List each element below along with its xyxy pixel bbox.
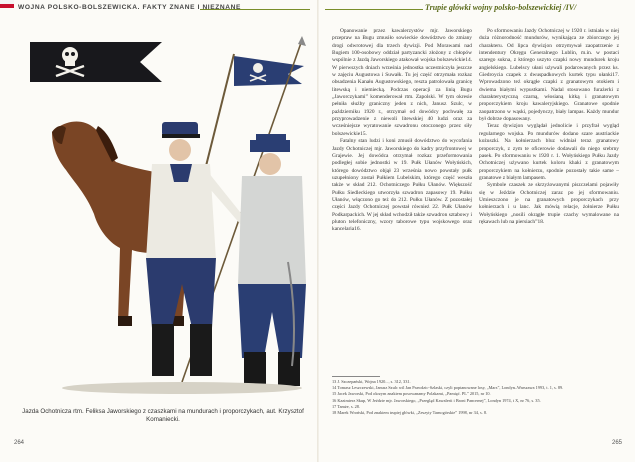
footnote: 15 Jacek Jaworski, Pod okrzym znakiem posowanamy Polakami, „Pamięć. PL” 2015, nr 10. [332,391,491,397]
running-head-left: WOJNA POLSKO-BOLSZEWICKA. FAKTY ZNANE I NIEZNANE [18,4,241,11]
illustration-caption: Jazda Ochotnicza rtm. Feliksa Jaworskiego z czaszkami na mundurach i proporczykach, aut. Krzysztof Komaniecki. [22,408,304,424]
polish-flag-icon [0,0,14,8]
header-rule [325,9,423,10]
page-number-left: 264 [14,440,25,446]
paragraph: Teraz dywizjon wyglądał jednolicie i przyfrał wygląd regularnego wojska. Po mundurów dodano szare austriackie kożuszki. Na kołnierzach bluz widniał teraz granatowy proporczyk, z zym te oficerowie dodawali do niego srebrny pasek. Po sformowaniu w 1920 r. 1. Wołyńskiego Pułku Jazdy Ochotniczej używano kurtek koloru khaki z granatowym proporczykiem na kołnierzu, spodnie pozostały takie same – granatowe z białym lampasem. [479,123,619,181]
footnotes [332,379,619,416]
page-number-right: 265 [612,440,623,446]
lance-pennant [234,56,304,86]
running-head-right: Trupie główki wojny polsko-bolszewickiej /IV/ [425,3,577,12]
cavalry-illustration [12,22,312,402]
footnote-rule [332,376,380,377]
header-rule [200,9,310,10]
paragraph: Opanowanie przez kawalerzystów mjr. Jaworskiego przepraw na Bugu zmusiło sowieckie dowództwo do zmiany drogi odwrotowej dla trzech dywizji. Pod Morawami nad Bugiem 100-osobowy oddział partyzancki złożony z chłopów wspólnie z Jazdą Jaworskiego atakował wojska bolszewickie14. W pierwszych dniach września jednostka uczestniczyła jeszcze w zajęciu Augustowa i Suwałk. Tu jej część otrzymała rozkaz obsadzenia Kanału Augustowskiego, reszta patrolowała granicę litewską i niemiecką. Podczas operacji za linią Bugu „Jaworczykami” komenderował rtm. Zapolski. W tym okresie pełniła służby graniczny jeden z nich, Janusz Szulc, w październiku 1920 r., otrzymał od dowódcy pochwałę za przyprowadzenie z niewoli litewskiej 40 ludzi oraz za wcześniejsze wyratowanie szwadronu otoczonego przez siły bolszewickie15. [332,28,472,137]
skull-banner [30,42,162,82]
paragraph: Fatalny stan ludzi i koni zmusił dowództwo do wycofania Jazdy Ochotniczej mjr. Jaworskiego do kadry przyfrontowej w Grajewie. Jej dowódca otrzymał rozkaz przeformowania podległej sobie jednostki w 19. Pułk Ułanów Wołyńskich, którego dowództwo objął 23 września nowo powstały pułk uzupełniony został Pułkiem Lubelskim, którego część weszła także w skład 212. Ochotniczego Pułku Ułanów. Większość Pułku Siedleckiego utworzyła szwadron zapasowy 19. Pułku Ułanów, włączono go też do 212. Pułku Ułanów. Z pozostałej części Jazdy Ochotniczej powstał również 22. Pułk Ułanów Podkarpackich. W jej skład wchodził także szwadron sztabowy i pluton telefoniczny, wzory taborowe typu wojskowego oraz kancelaria16. [332,138,472,233]
officer-left [146,122,248,376]
paragraph: Po sformowaniu Jazdy Ochotniczej w 1920 r. istniała w niej duża różnorodność mundurów, wynikająca ze zbiorczego jej charakteru. Od lipca dywizjon otrzymywał zaopatrzenie z intendentury Okręgu Generalnego Lublin, m.in. w postaci szarego sukna, z którego uszyto czapki nowy mundurek kroju angielskiego. Lubelscy ułani używali podarowanych przez ks. Giedroycia czapek z dwuspadkowych kurtek typu ułanki17. Wprowadzono też okrągłe czapki z granatowym otokiem i dwiema białymi wypustkami. Nadal stosowano furażerki z charakterystyczną czarną, włosianą kitką i granatowym proporczykiem kroju kawaleryjskiego. Granatowe spodnie zaopatrzono w wąski, pojedynczy, biały lampas. Każdy mundur był dobrze dopasowany. [479,28,619,123]
footnote: 13 J. Szczepański, Wojna 1920..., s. 312, 331. [332,379,411,384]
footnote: 16 Kazimierz Skup, W Jeździe mjr. Jaworskiego, „Przegląd Kawalerii i Broni Pancernej”, Londyn 1974, t X, nr 76, s. 35. [332,397,541,403]
text-column-2 [479,28,619,226]
page-gutter [317,0,319,462]
lancer-right [238,134,306,386]
text-column-1 [332,28,472,234]
footnote: 14 Tomasz Leszczewski, Janusz Szulc wil Jan Prawdzic-Szlaski, czyli poptanowane losy, „Mars”, Londyn–Warszawa 1993, t. 1, s. 89. [332,385,564,391]
footnote: 17 Tamże, s. 28. [332,403,361,409]
paragraph: Symbole czaszek ze skrzyżowanymi piszczelami pojawiły się w Jeździe Ochotniczej zaraz po jej sformowaniu. Umieszczono je na granatowych proporczykach przy kołnierzach i u lanc. Jak mówią relacje, żołnierze Pułku Wołyńskiego „nosili okrągłe trupie czachy wymalowane na rękawach lub na piersiach”18. [479,182,619,225]
footnote: 18 Marek Wroński, Pod znakiem trupiej główki, „Zeszyty Tarnogórskie” 1998, nr 34, s. 8. [332,410,488,416]
